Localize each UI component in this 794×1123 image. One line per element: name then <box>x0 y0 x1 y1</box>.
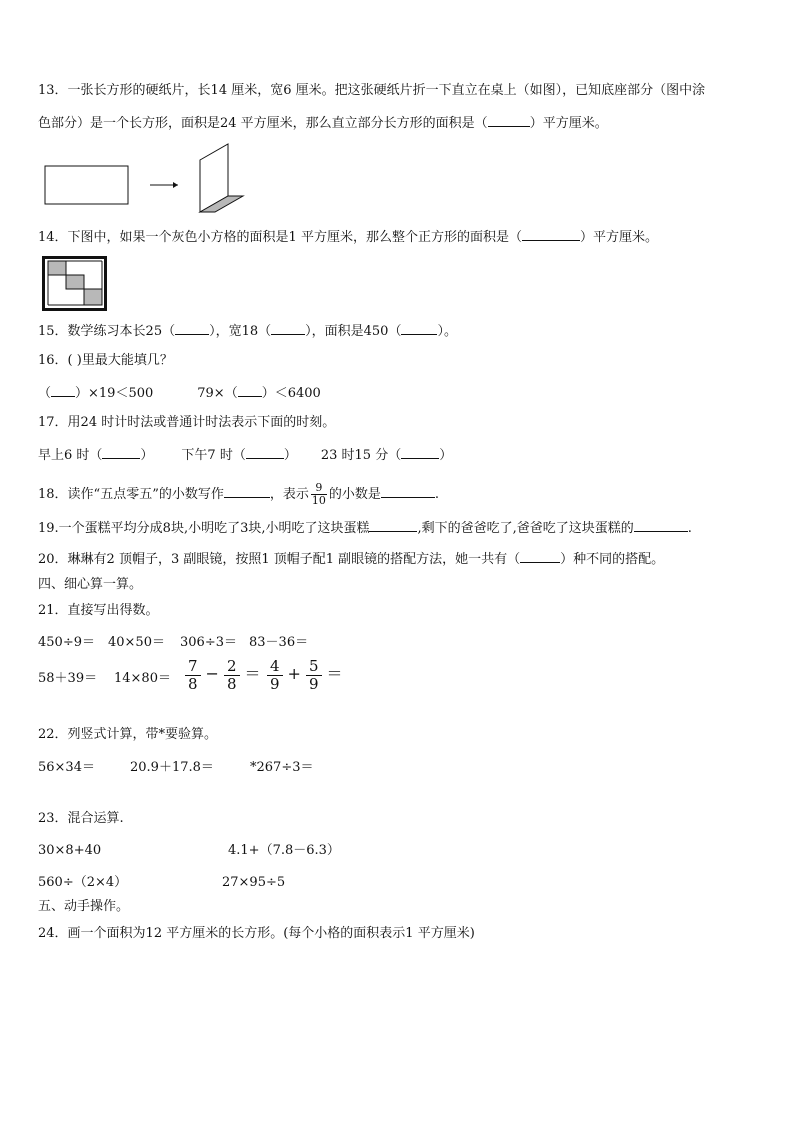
q17-title: 17．用24 时计时法或普通计时法表示下面的时刻。 <box>38 415 336 430</box>
q21-item: 83－36＝ <box>249 635 309 650</box>
answer-blank[interactable] <box>634 519 688 532</box>
q13-line1: 13．一张长方形的硬纸片，长14 厘米，宽6 厘米。把这张硬纸片折一下直立在桌上（如图），已知底座部分（图中涂 <box>38 83 706 98</box>
answer-blank[interactable] <box>271 322 305 335</box>
q16-title: 16．( )里最大能填几？ <box>38 353 173 368</box>
q18-text: 18．读作“五点零五”的小数写作 ，表示 $\frac{9}{10}$ 的小数是 . <box>38 481 440 507</box>
q13-line2: 色部分）是一个长方形，面积是24 平方厘米，那么直立部分长方形的面积是（ ）平方厘米。 <box>38 116 608 131</box>
section-4-heading: 四、细心算一算。 <box>38 577 143 592</box>
q21-item: 58＋39＝ <box>38 671 98 686</box>
answer-blank[interactable] <box>522 228 580 241</box>
q23-item: 27×95÷5 <box>222 875 286 890</box>
section-5-heading: 五、动手操作。 <box>38 899 130 914</box>
q23-item: 560÷（2×4） <box>38 875 128 890</box>
q17-items: 早上6 时（ ） 下午7 时（ ） 23 时15 分（ ） <box>38 448 453 463</box>
gray-cell <box>48 261 66 275</box>
q20-text: 20．琳琳有2 顶帽子，3 副眼镜，按照1 顶帽子配1 副眼镜的搭配方法，她一共有（ ）种不同的搭配。 <box>38 552 665 567</box>
arrow-head-icon <box>173 182 178 188</box>
q23-item: 4.1+（7.8－6.3） <box>228 843 340 858</box>
answer-blank[interactable] <box>520 550 560 563</box>
q16-items: （ ）×19＜500 79×（ ）＜6400 <box>38 386 321 401</box>
answer-blank[interactable] <box>246 446 284 459</box>
q14-square-figure <box>42 256 108 312</box>
q14-text: 14．下图中，如果一个灰色小方格的面积是1 平方厘米，那么整个正方形的面积是（ ）平方厘米。 <box>38 230 658 245</box>
q21-fraction-expr-2: $\frac{4}{9}$ + $\frac{5}{9}$ ＝ <box>264 658 345 693</box>
answer-blank[interactable] <box>102 446 140 459</box>
answer-blank[interactable] <box>488 114 530 127</box>
answer-blank[interactable] <box>238 384 262 397</box>
answer-blank[interactable] <box>401 322 437 335</box>
q15-text: 15．数学练习本长25（ ），宽18（ ），面积是450（ ）。 <box>38 324 457 339</box>
q19-text: 19.一个蛋糕平均分成8块,小明吃了3块,小明吃了这块蛋糕 ,剩下的爸爸吃了,爸爸吃了这块蛋糕的 . <box>38 521 692 536</box>
answer-blank[interactable] <box>175 322 209 335</box>
q21-fraction-expr-1: $\frac{7}{8}$ − $\frac{2}{8}$ ＝ <box>182 658 263 693</box>
q21-item: 306÷3＝ <box>180 635 237 650</box>
q13-figure <box>40 140 250 220</box>
answer-blank[interactable] <box>401 446 439 459</box>
q23-item: 30×8+40 <box>38 843 102 858</box>
q21-item: 40×50＝ <box>108 635 165 650</box>
gray-cell <box>84 289 102 305</box>
answer-blank[interactable] <box>51 384 75 397</box>
gray-cell <box>66 275 84 289</box>
fraction-nine-tenths: $\frac{9}{10}$ <box>311 481 326 507</box>
q22-title: 22．列竖式计算，带*要验算。 <box>38 727 218 742</box>
flat-cardboard-rect <box>45 166 128 204</box>
q22-item: 56×34＝ <box>38 760 95 775</box>
answer-blank[interactable] <box>369 519 417 532</box>
q21-item: 450÷9＝ <box>38 635 95 650</box>
q22-item: *267÷3＝ <box>250 760 314 775</box>
q21-item: 14×80＝ <box>114 671 171 686</box>
answer-blank[interactable] <box>224 485 270 498</box>
q23-title: 23．混合运算. <box>38 811 124 826</box>
answer-blank[interactable] <box>381 485 435 498</box>
q22-item: 20.9＋17.8＝ <box>130 760 214 775</box>
q24-text: 24．画一个面积为12 平方厘米的长方形。(每个小格的面积表示1 平方厘米) <box>38 926 475 941</box>
q21-title: 21．直接写出得数。 <box>38 603 159 618</box>
